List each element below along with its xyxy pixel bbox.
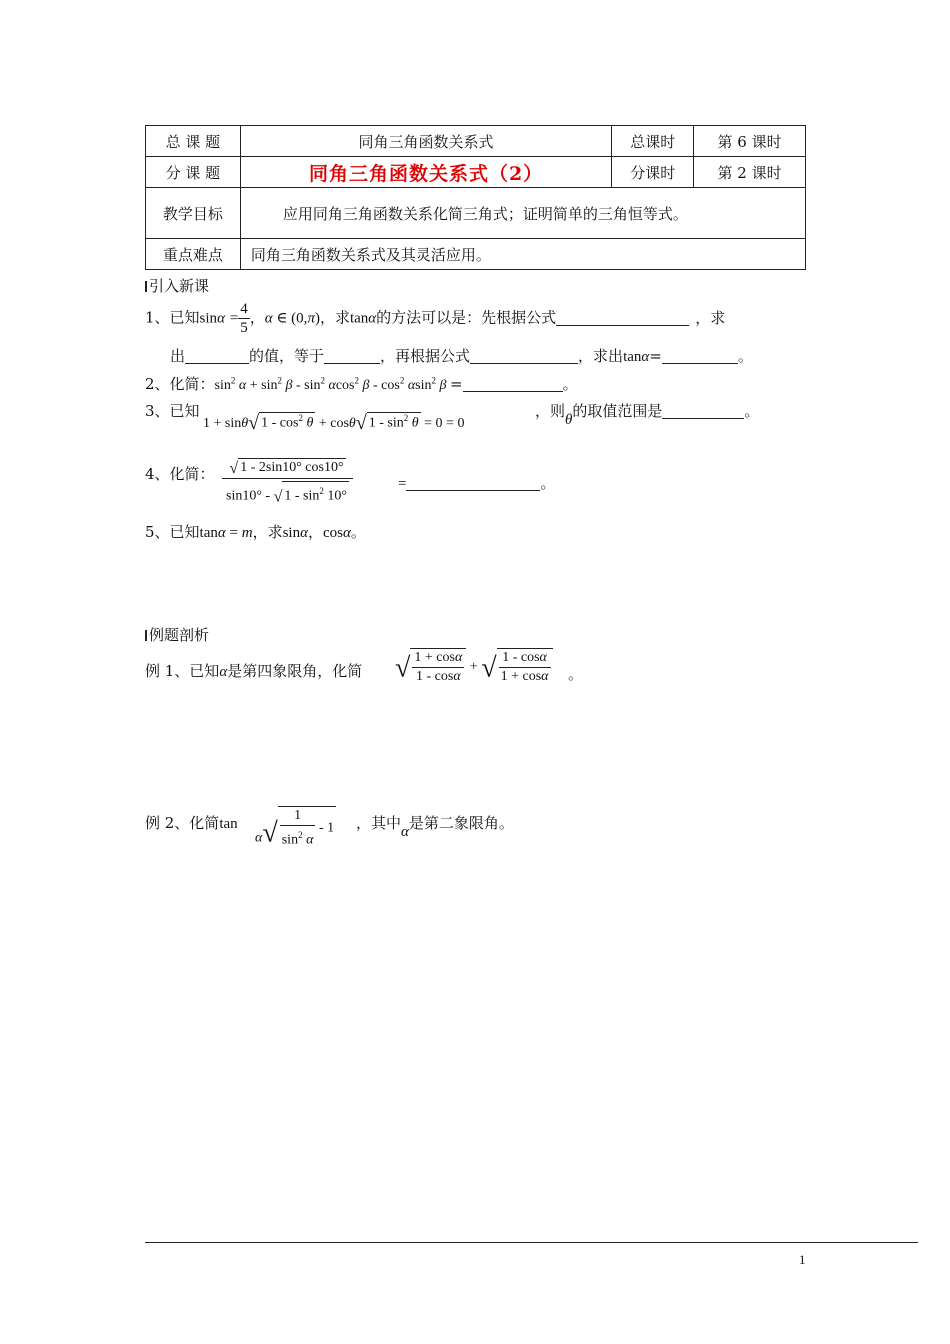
total-hours-label: 总课时 [612,126,694,157]
problem-3-tail: ，则θ的取值范围是 。 [535,402,760,428]
problem-3: 3、已知 [145,402,200,420]
example-2-tail: ，其中α是第二象限角。 [356,814,514,840]
sub-topic-label: 分 课 题 [146,157,241,188]
objective-value: 应用同角三角函数关系化简三角式；证明简单的三角恒等式。 [240,188,805,239]
footer-rule [145,1242,918,1243]
total-hours-value: 第 6 课时 [694,126,806,157]
example-1-tail: 。 [568,665,584,683]
page-number: 1 [799,1252,806,1267]
sub-hours-label: 分课时 [612,157,694,188]
section-marker-icon [145,630,147,641]
blank-tan-value[interactable] [662,349,738,364]
problem-4-tail: = 。 [398,474,556,492]
problem-3-equation: 1 + sinθ√ $1 - \cos^2 \theta + \cos\theta√$ $1 - \sin^2 \theta = 0 = 0$ [203,412,465,434]
fraction-four-fifths: $\frac{4}{5}$ [240,301,248,336]
problem-4: 4、化简： [145,465,215,483]
total-topic-value: 同角三角函数关系式 [240,126,611,157]
blank-formula-2[interactable] [470,349,578,364]
example-1-expression: √ $\frac{1 + \cos\alpha}{1 - \cos\alpha}$ + √ $\frac{1 - \cos\alpha}{1 + \cos\alpha}$ [395,648,553,686]
total-topic-label: 总 课 题 [146,126,241,157]
sub-topic-title: 同角三角函数关系式（2） [240,157,611,188]
objective-label: 教学目标 [146,188,241,239]
example-2-expression: α√ $\frac{1}{\sin^2 \alpha}$ - 1 [255,808,335,849]
sub-hours-value: 第 2 课时 [694,157,806,188]
problem-5: 5、已知tanα = m，求sinα，cosα。 [145,523,366,541]
blank-simplify-2[interactable] [406,476,540,491]
blank-range[interactable] [662,404,744,419]
problem-2: 2、化简：$\sin^2 \alpha + \sin^2 \beta - \sin^2 \alpha\cos^2$ β - $\cos^2 \alpha\sin^2$ β = 。 [145,375,578,393]
blank-formula-1[interactable] [556,311,689,326]
lesson-header-table [145,125,806,270]
section-intro-heading: 引入新课 [145,275,209,296]
section-examples-heading: 例题剖析 [145,624,209,645]
example-2: 例 2、化简tan [145,814,238,832]
blank-simplify-1[interactable] [463,377,563,392]
blank-value[interactable] [185,349,249,364]
blank-equals[interactable] [324,349,380,364]
key-points-value: 同角三角函数关系式及其灵活应用。 [240,239,805,270]
example-1: 例 1、已知α是第四象限角，化简 [145,662,363,680]
key-points-label: 重点难点 [146,239,241,270]
problem-1-line-2: 出 的值，等于 ，再根据公式 ，求出tanα= 。 [170,347,753,365]
problem-1-line-1: 1、已知sinα = $\frac{4}{5}$ ，α ∈ (0,π)，求tanα的方法可以是：先根据公式 ，求 [145,301,726,336]
section-marker-icon [145,281,147,292]
problem-4-fraction: $\frac{√ 1 - 2\sin 10^\circ \cos 10^\circ}{\sin 10^\circ - √ 1 - \sin^2 10^\circ}$ [222,458,353,509]
